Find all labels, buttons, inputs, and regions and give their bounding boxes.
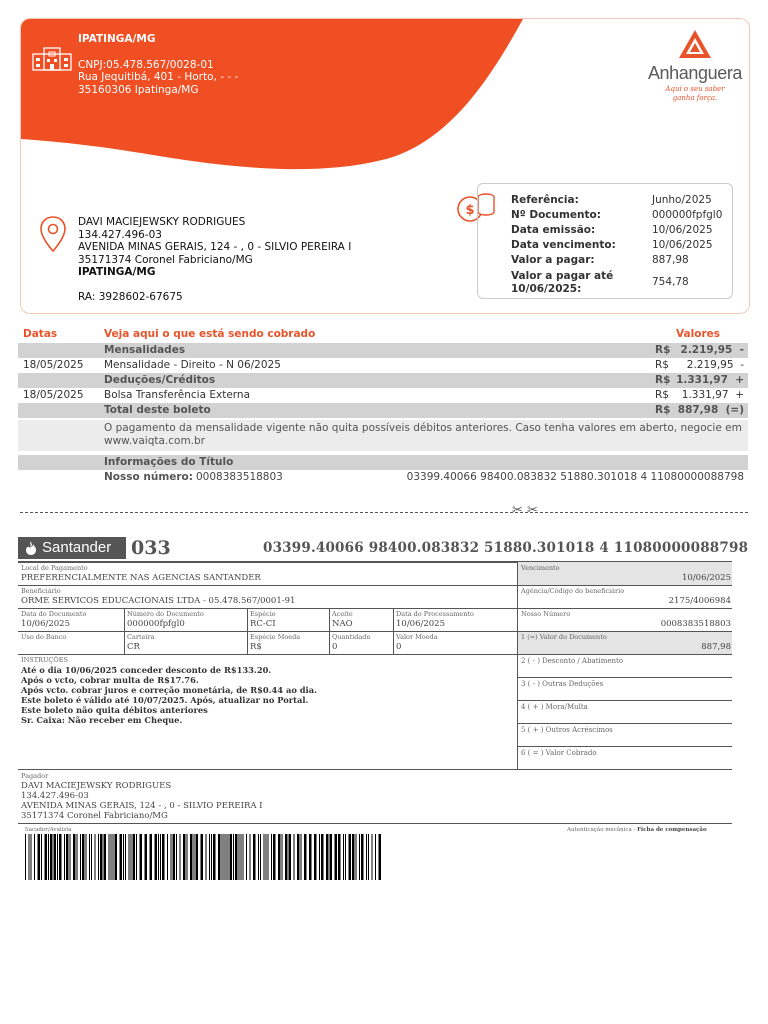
unit-address: Rua Jequitibá, 401 - Horto, - - - <box>78 71 239 83</box>
pagador-city: 35171374 Coronel Fabriciano/MG <box>21 811 168 821</box>
barcode <box>25 834 381 880</box>
nosso-numero-value: 0008383518803 <box>196 471 283 483</box>
ref-value: Junho/2025 <box>652 194 712 206</box>
detail-row-group <box>18 373 748 388</box>
valor-moeda: 0 <box>396 642 402 652</box>
instruction-line: Sr. Caixa: Não receber em Cheque. <box>21 715 183 725</box>
payer-name: DAVI MACIEJEWSKY RODRIGUES <box>78 216 246 228</box>
pagador-cpf: 134.427.496-03 <box>21 791 89 801</box>
invoice-header-card <box>20 18 750 314</box>
col-values: Valores <box>676 328 720 340</box>
ref-row <box>511 194 712 207</box>
detail-row-total <box>18 403 748 418</box>
pagador-street: AVENIDA MINAS GERAIS, 124 - , 0 - SILVIO PEREIRA I <box>21 801 263 811</box>
aceite: NAO <box>332 619 353 629</box>
payer-cep-city: 35171374 Coronel Fabriciano/MG <box>78 253 253 266</box>
detail-currency: R$ <box>655 404 671 416</box>
num-doc: 000000fpfgl0 <box>127 619 185 629</box>
ref-label: Nº Documento: <box>511 209 601 221</box>
instruction-line: Este boleto é válido até 10/07/2025. Após, atualizar no Portal. <box>21 695 309 705</box>
detail-desc: Deduções/Créditos <box>104 374 216 386</box>
instruction-line: Este boleto não quita débitos anteriores <box>21 705 208 715</box>
sacador-label: Sacador/Avalista <box>25 827 72 833</box>
ficha-label: Ficha de compensação <box>637 827 707 833</box>
ref-label: Data vencimento: <box>511 239 616 251</box>
instrucoes-label: INSTRUÇÕES <box>21 656 68 664</box>
valor-moeda-label: Valor Moeda <box>396 633 438 641</box>
ref-row <box>511 239 713 252</box>
ref-row <box>511 254 689 267</box>
detail-value: 1.331,97 + <box>676 374 744 386</box>
valor-doc-label: 1 (=) Valor do Documento <box>521 633 607 641</box>
payer-block <box>78 216 351 303</box>
details-header <box>18 328 748 342</box>
beneficiario: ORME SERVICOS EDUCACIONAIS LTDA - 05.478.567/0001-91 <box>21 596 296 606</box>
ref-value: 10/06/2025 <box>652 239 713 251</box>
data-doc: 10/06/2025 <box>21 619 70 629</box>
ref-value: 10/06/2025 <box>652 224 713 236</box>
santander-flame-icon <box>23 540 39 556</box>
nosso-num: 0008383518803 <box>660 619 731 629</box>
scissors-icon: ✂ ✂ <box>512 503 538 518</box>
local-pagamento: PREFERENCIALMENTE NAS AGENCIAS SANTANDER <box>21 573 261 583</box>
santander-logo <box>18 537 126 559</box>
ref-value: 887,98 <box>652 254 689 266</box>
ref-label: Referência: <box>511 194 579 206</box>
instruction-line: Até o dia 10/06/2025 conceder desconto de R$133.20. <box>21 665 272 675</box>
detail-currency: R$ <box>655 359 669 371</box>
col-description: Veja aqui o que está sendo cobrado <box>104 328 316 340</box>
col-dates: Datas <box>23 328 58 340</box>
detail-row-group <box>18 343 748 358</box>
local-pagamento-label: Local de Pagamento <box>21 564 88 572</box>
digitable-line-preview: 03399.40066 98400.083832 51880.301018 4 11080000088798 <box>406 471 744 483</box>
data-doc-label: Data do Documento <box>21 610 87 618</box>
ref-row <box>511 270 689 295</box>
detail-currency: R$ <box>655 344 671 356</box>
especie-label: Espécie <box>250 610 276 618</box>
detail-value: 887,98 (=) <box>677 404 744 416</box>
detail-row-item <box>18 358 748 373</box>
detail-desc: Mensalidade - Direito - N 06/2025 <box>104 359 281 371</box>
carteira-label: Carteira <box>127 633 155 641</box>
instructions-block <box>21 665 317 725</box>
anhanguera-logo-icon <box>678 29 712 59</box>
outros-acrescimos-label: 5 ( + ) Outros Acréscimos <box>521 726 613 734</box>
autenticacao-block <box>567 827 707 833</box>
unit-cep-city: 35160306 Ipatinga/MG <box>78 83 199 96</box>
unit-address-block <box>78 33 238 96</box>
valor-cobrado-label: 6 ( = ) Valor Cobrado <box>521 749 597 757</box>
vencimento-label: Vencimento <box>521 564 560 572</box>
uso-banco-label: Uso do Banco <box>21 633 67 641</box>
ref-value: 754,78 <box>652 276 689 288</box>
agencia-label: Agência/Código do beneficiário <box>521 587 625 595</box>
especie-moeda-label: Espécie Moeda <box>250 633 301 641</box>
instruction-line: Após vcto. cobrar juros e correção monetária, de R$0.44 ao dia. <box>21 685 317 695</box>
reference-summary-box <box>477 183 733 299</box>
bank-code: 033 <box>131 537 171 559</box>
detail-value: 1.331,97 + <box>681 389 744 401</box>
detail-desc: Bolsa Transferência Externa <box>104 389 251 401</box>
instruction-line: Após o vcto, cobrar multa de R$17.76. <box>21 675 199 685</box>
desconto-label: 2 ( - ) Desconto / Abatimento <box>521 657 624 665</box>
map-pin-icon <box>39 215 67 253</box>
detail-desc: Total deste boleto <box>104 404 211 416</box>
outras-deducoes-label: 3 ( - ) Outras Deduções <box>521 680 604 688</box>
detail-currency: R$ <box>655 389 669 401</box>
data-proc: 10/06/2025 <box>396 619 445 629</box>
ref-row <box>511 224 713 237</box>
detail-desc: Mensalidades <box>104 344 186 356</box>
payment-notice: O pagamento da mensalidade vigente não quita possíveis débitos anteriores. Caso tenha valores em aberto, negocie em www.vaiqta.com.br <box>18 420 748 451</box>
nosso-numero-row <box>18 470 748 485</box>
ref-value: 000000fpfgl0 <box>652 209 723 221</box>
data-proc-label: Data do Processamento <box>396 610 474 618</box>
bank-name: Santander <box>42 539 112 556</box>
quantidade: 0 <box>332 642 338 652</box>
brand-name: Anhanguera <box>647 63 743 83</box>
detail-currency: R$ <box>655 374 671 386</box>
payer-street: AVENIDA MINAS GERAIS, 124 - , 0 - SILVIO PEREIRA I <box>78 241 352 253</box>
ref-row <box>511 209 723 222</box>
detail-value: 2.219,95 - <box>680 344 744 356</box>
vencimento-value: 10/06/2025 <box>682 573 731 583</box>
carteira: CR <box>127 642 140 652</box>
detail-row-item <box>18 388 748 403</box>
anhanguera-logo <box>645 29 745 102</box>
especie: RC-CI <box>250 619 276 629</box>
detail-date: 18/05/2025 <box>23 389 84 401</box>
num-doc-label: Número do Documento <box>127 610 204 618</box>
nosso-num-label: Nosso Número <box>521 610 571 618</box>
especie-moeda: R$ <box>250 642 262 652</box>
payer-unit: IPATINGA/MG <box>78 266 156 278</box>
pagador-block <box>21 781 263 821</box>
title-info-label: Informações do Título <box>104 456 234 468</box>
agencia-value: 2175/4006984 <box>668 596 731 606</box>
pagador-name: DAVI MACIEJEWSKY RODRIGUES <box>21 781 172 791</box>
brand-slogan-line1: Aqui o seu saber <box>665 85 725 93</box>
beneficiario-label: Beneficiário <box>21 587 61 595</box>
building-icon <box>32 46 72 72</box>
cut-line <box>20 512 748 513</box>
ref-label: Data emissão: <box>511 224 596 236</box>
unit-city: IPATINGA/MG <box>78 33 156 45</box>
mora-label: 4 ( + ) Mora/Multa <box>521 703 588 711</box>
autenticacao-label: Autenticação mecânica - <box>567 827 636 833</box>
payer-ra: RA: 3928602-67675 <box>78 290 183 303</box>
ref-label: Valor a pagar: <box>511 254 595 266</box>
nosso-numero-label: Nosso número: <box>104 471 193 483</box>
payer-cpf: 134.427.496-03 <box>78 228 162 241</box>
svg-text:$: $ <box>465 203 475 218</box>
quantidade-label: Quantidade <box>332 633 371 641</box>
valor-doc: 887,98 <box>701 642 731 652</box>
aceite-label: Aceite <box>332 610 353 618</box>
detail-date: 18/05/2025 <box>23 359 84 371</box>
brand-slogan-line2: ganha força. <box>672 94 718 102</box>
digitable-line: 03399.40066 98400.083832 51880.301018 4 11080000088798 <box>263 540 749 556</box>
detail-value: 2.219,95 - <box>686 359 744 371</box>
ref-label: Valor a pagar até 10/06/2025: <box>511 270 614 295</box>
title-info-header <box>18 455 748 470</box>
pagador-label: Pagador <box>21 772 49 780</box>
unit-cnpj: CNPJ:05.478.567/0028-01 <box>78 58 214 71</box>
